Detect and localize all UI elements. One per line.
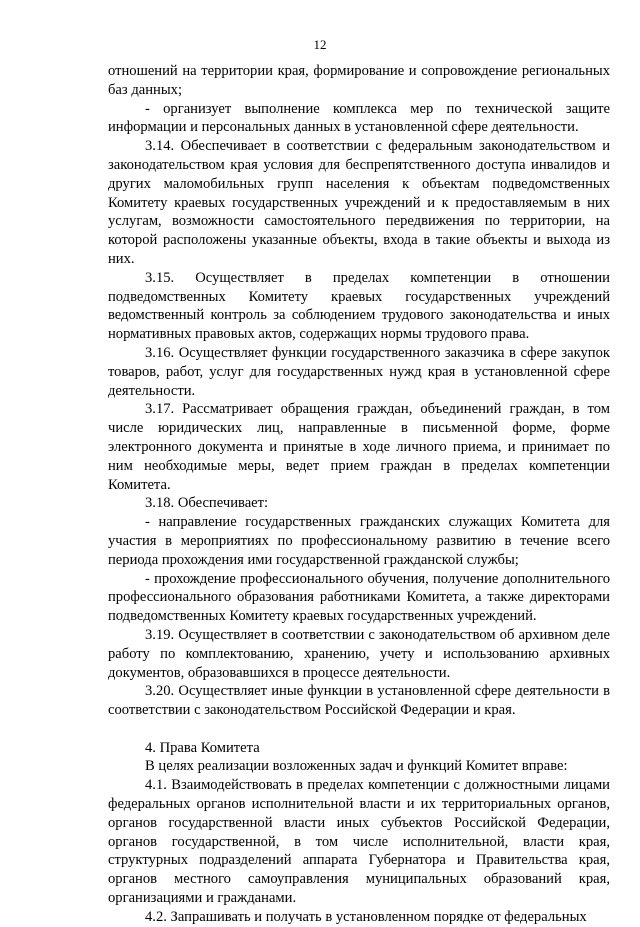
page-number: 12 [313, 37, 327, 52]
document-body [108, 62, 610, 927]
paragraph-regional-databases: отношений на территории края, формирование и сопровождение региональных баз данных; [108, 63, 610, 98]
paragraph-3-19: 3.19. Осуществляет в соответствии с законодательством об архивном деле работу по комплектованию, хранению, учету и использованию архивных документов, образовавшихся в процессе деятельности. [108, 626, 610, 681]
paragraph-3-18: 3.18. Обеспечивает: [145, 495, 269, 512]
paragraph-3-16: 3.16. Осуществляет функции государственного заказчика в сфере закупок товаров, работ, услуг для государственных нужд края в установленной сфере деятельности. [108, 344, 610, 399]
paragraph-4-2: 4.2. Запрашивать и получать в установленном порядке от федеральных [145, 908, 587, 925]
paragraph-3-14: 3.14. Обеспечивает в соответствии с федеральным законодательством и законодательством края условия для беспрепятственного доступа инвалидов и других маломобильных групп населения к объектам подведомственных Комитету краевых государственных учреждений и к предоставляемым в них услугам, возможности самостоятельного передвижения по территории, на которой расположены указанные объекты, входа в такие объекты и выхода из них. [108, 138, 610, 267]
paragraph-3-20: 3.20. Осуществляет иные функции в установленной сфере деятельности в соответствии с законодательством Российской Федерации и края. [108, 683, 610, 719]
paragraph-technical-protection: - организует выполнение комплекса мер по технической защите информации и персональных данных в установленной сфере деятельности. [108, 100, 610, 136]
paragraph-3-18-item-2: - прохождение профессионального обучения, получение дополнительного профессионального образования работниками Комитета, а также директорами подведомственных Комитету краевых государственных учреждений. [108, 570, 610, 625]
paragraph-3-17: 3.17. Рассматривает обращения граждан, объединений граждан, в том числе юридических лиц, направленные в письменной форме, форме электронного документа и принятые в ходе личного приема, и принимает по ним необходимые меры, ведет прием граждан в пределах компетенции Комитета. [108, 401, 610, 493]
paragraph-4-1: 4.1. Взаимодействовать в пределах компетенции с должностными лицами федеральных органов исполнительной власти и их территориальных органов, органов государственной власти иных субъектов Российской Федерации, органов государственной, в том числе исполнительной, власти края, структурных подразделений аппарата Губернатора и Правительства края, органов местного самоуправления муниципальных образований края, организациями и гражданами. [108, 777, 610, 907]
paragraph-3-15: 3.15. Осуществляет в пределах компетенции в отношении подведомственных Комитету краевых государственных учреждений ведомственный контроль за соблюдением трудового законодательства и иных нормативных правовых актов, содержащих нормы трудового права. [108, 269, 610, 343]
paragraph-rights-intro: В целях реализации возложенных задач и функций Комитет вправе: [145, 758, 568, 775]
paragraph-3-18-item-1: - направление государственных гражданских служащих Комитета для участия в мероприятиях по профессиональному развитию в течение всего периода прохождения ими государственной гражданской службы; [108, 514, 610, 568]
section-heading-4: 4. Права Комитета [145, 739, 260, 756]
